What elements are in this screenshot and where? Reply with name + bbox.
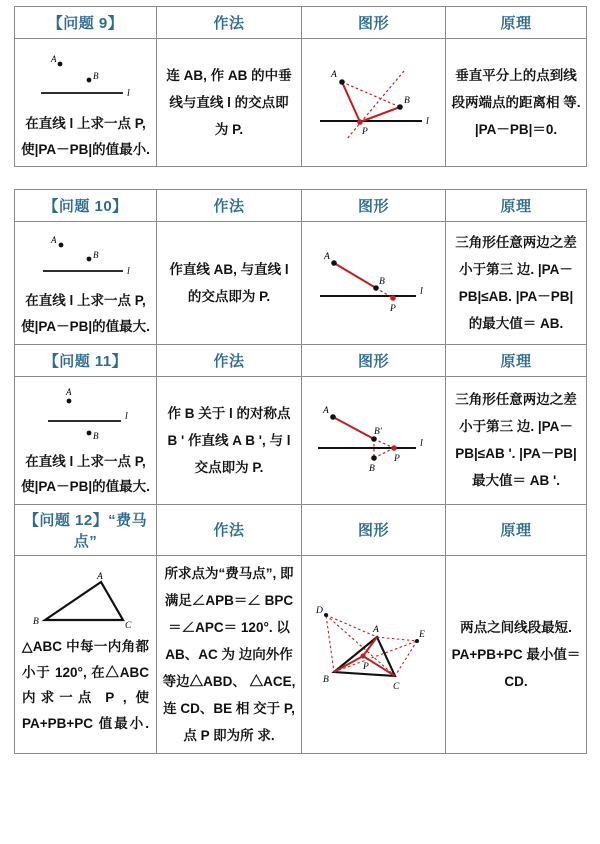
problem-statement-11	[20, 449, 151, 500]
statement-line: 小于 120°, 在△ABC	[22, 664, 149, 680]
principle-text-11	[451, 386, 581, 494]
svg-text:B: B	[323, 675, 329, 686]
statement-line: 使|PA－PB|的值最大.	[21, 318, 150, 334]
svg-text:P: P	[389, 303, 396, 314]
problem-title-11: 【问题 11】	[15, 344, 157, 376]
principle-line: PA+PB+PC 最小值＝	[451, 646, 581, 662]
method-line: 所求点为“费马点”,	[164, 565, 277, 581]
principle-cell-11	[446, 376, 587, 504]
header-method: 作法	[157, 7, 302, 39]
method-line: 即满足∠APB＝∠	[164, 565, 294, 608]
principle-text-12	[451, 614, 581, 695]
table-header-row	[15, 344, 587, 376]
principle-line: 两点之间线段最短.	[460, 619, 572, 635]
svg-text:P: P	[361, 127, 368, 138]
method-text-9	[162, 62, 296, 143]
figure-11	[307, 396, 440, 484]
figure-10	[307, 244, 440, 322]
diagram-points-and-line	[23, 226, 148, 288]
problem-cell-12	[15, 555, 157, 753]
svg-text:l: l	[419, 285, 423, 297]
principle-formula: AB '.	[529, 473, 560, 489]
diagram-fermat-point	[307, 599, 443, 709]
problem-title-12: 【问题 12】“费马点”	[15, 504, 157, 555]
table-body-row-9	[15, 39, 587, 167]
problem-figure-10	[20, 226, 151, 288]
svg-text:A: A	[322, 406, 329, 417]
method-text-12	[162, 560, 296, 749]
principle-line: 三角形任意两边之差	[455, 234, 577, 250]
principle-line: 等.	[563, 95, 581, 111]
method-line: BPC＝∠APC＝	[168, 592, 294, 635]
method-line: 为 P.	[214, 122, 244, 138]
svg-text:A: A	[66, 386, 72, 397]
figure-cell-10	[302, 222, 446, 344]
method-line: △ACE, 连 CD、BE 相	[163, 673, 296, 716]
diagram-perpendicular-bisector	[308, 55, 440, 150]
method-text-11	[162, 400, 296, 481]
diagram-line-ab-meets-l	[308, 244, 440, 322]
svg-text:P: P	[393, 454, 400, 465]
table-gap	[14, 167, 586, 189]
principle-line: 小于第三	[459, 419, 514, 435]
principle-text-9	[451, 62, 581, 143]
principle-text-10	[451, 229, 581, 337]
header-principle: 原理	[446, 190, 587, 222]
problem-statement-12	[20, 634, 151, 737]
header-figure: 图形	[302, 190, 446, 222]
table-header-row	[15, 504, 587, 555]
table-body-row-11	[15, 376, 587, 504]
header-principle: 原理	[446, 344, 587, 376]
svg-text:A: A	[51, 235, 57, 246]
header-principle: 原理	[446, 7, 587, 39]
svg-text:A: A	[97, 572, 103, 583]
problem-figure-9	[20, 43, 151, 111]
principle-formula: CD.	[504, 673, 528, 689]
principle-cell-10	[446, 222, 587, 344]
principle-line: |PA－PB| 的最大值＝	[468, 288, 574, 331]
header-method: 作法	[157, 190, 302, 222]
svg-text:D: D	[316, 606, 323, 617]
svg-text:A: A	[51, 54, 57, 64]
statement-line: 使|PA－PB|的值最大.	[21, 479, 150, 495]
svg-text:l: l	[127, 266, 130, 278]
svg-text:l: l	[425, 116, 429, 128]
method-line: 120°. 以 AB、AC 为	[165, 619, 290, 662]
svg-text:A: A	[323, 251, 330, 262]
method-line: 边向外作等边△ABD、	[162, 646, 293, 689]
header-figure: 图形	[302, 504, 446, 555]
method-text-10	[162, 256, 296, 310]
table-body-row-10	[15, 222, 587, 344]
problem-statement-10	[20, 288, 151, 339]
method-cell-10	[157, 222, 302, 344]
figure-cell-11	[302, 376, 446, 504]
principle-cell-12	[446, 555, 587, 753]
figure-cell-12	[302, 555, 446, 753]
svg-text:P: P	[363, 662, 369, 673]
method-line: 交于 P, 点 P 即为所	[183, 700, 295, 743]
svg-text:B: B	[378, 276, 385, 287]
header-figure: 图形	[302, 344, 446, 376]
header-method: 作法	[157, 344, 302, 376]
method-line: 交点即为 P.	[194, 459, 264, 475]
figure-12	[307, 599, 440, 709]
figure-cell-9	[302, 39, 446, 167]
svg-text:B: B	[93, 71, 99, 81]
statement-line: 内求一点 P , 使	[22, 690, 149, 706]
principle-formula: AB.	[540, 315, 564, 331]
svg-text:B: B	[33, 617, 39, 628]
method-cell-11	[157, 376, 302, 504]
statement-line: 在直线 l 上求一点 P,	[25, 453, 146, 469]
svg-text:l: l	[125, 410, 128, 422]
svg-text:l: l	[127, 88, 130, 99]
diagram-points-and-line	[23, 43, 148, 111]
principle-line: 边. |PA－PB|≤AB.	[458, 261, 573, 304]
svg-text:B: B	[93, 250, 99, 261]
svg-text:A: A	[373, 625, 379, 636]
problem-cell-11	[15, 376, 157, 504]
problem-table-10-11-12	[14, 189, 587, 754]
principle-line: |PA－PB| 最大值＝	[472, 446, 577, 489]
statement-line: 使|PA－PB|的值最小.	[21, 141, 150, 157]
principle-line: 边. |PA－PB|≤AB '.	[455, 419, 573, 462]
problem-figure-12	[20, 572, 151, 634]
svg-text:E: E	[419, 630, 425, 641]
statement-line: △ABC 中每一内角都	[22, 639, 149, 655]
figure-9	[307, 55, 440, 150]
svg-text:l: l	[419, 438, 423, 450]
principle-cell-9	[446, 39, 587, 167]
principle-line: 段两端点的距离相	[451, 95, 560, 111]
problem-title-10: 【问题 10】	[15, 190, 157, 222]
problem-table-9	[14, 6, 587, 167]
header-method: 作法	[157, 504, 302, 555]
principle-formula: |PA－PB|＝0.	[474, 122, 558, 138]
svg-text:B: B	[93, 430, 99, 441]
method-cell-12	[157, 555, 302, 753]
svg-text:A: A	[330, 70, 337, 81]
method-line: 作 B 关于 l 的对称点	[167, 405, 291, 421]
statement-line: 在直线 l 上求一点 P,	[25, 116, 146, 131]
problem-statement-9	[20, 111, 151, 162]
problem-title-9: 【问题 9】	[15, 7, 157, 39]
method-line: 作直线 AB, 与直线 l	[169, 261, 289, 277]
diagram-triangle-abc	[23, 572, 148, 634]
header-figure: 图形	[302, 7, 446, 39]
method-line: B ' 作直线 A B ', 与 l	[167, 432, 291, 448]
method-cell-9	[157, 39, 302, 167]
method-line: 的交点即为 P.	[187, 288, 271, 304]
svg-text:B': B'	[373, 427, 382, 438]
svg-text:B: B	[403, 96, 410, 107]
principle-line: 垂直平分上的点到线	[455, 68, 577, 84]
diagram-reflection-point	[308, 396, 440, 484]
statement-line: PA+PB+PC 值最小.	[22, 715, 149, 731]
table-header-row	[15, 190, 587, 222]
method-line: 求.	[257, 727, 275, 743]
table-body-row-12	[15, 555, 587, 753]
svg-text:B: B	[368, 464, 375, 475]
header-principle: 原理	[446, 504, 587, 555]
principle-line: 小于第三	[459, 261, 514, 277]
problem-cell-10	[15, 222, 157, 344]
problem-cell-9	[15, 39, 157, 167]
statement-line: 在直线 l 上求一点 P,	[25, 293, 146, 309]
svg-text:C: C	[125, 621, 132, 632]
principle-line: 三角形任意两边之差	[455, 392, 577, 408]
table-header-row	[15, 7, 587, 39]
method-line: 线与直线 l 的交点即	[169, 95, 289, 111]
svg-text:C: C	[393, 682, 400, 693]
method-line: 连 AB, 作 AB 的中垂	[166, 68, 292, 84]
problem-figure-11	[20, 381, 151, 449]
diagram-points-opposite-sides	[23, 381, 148, 449]
